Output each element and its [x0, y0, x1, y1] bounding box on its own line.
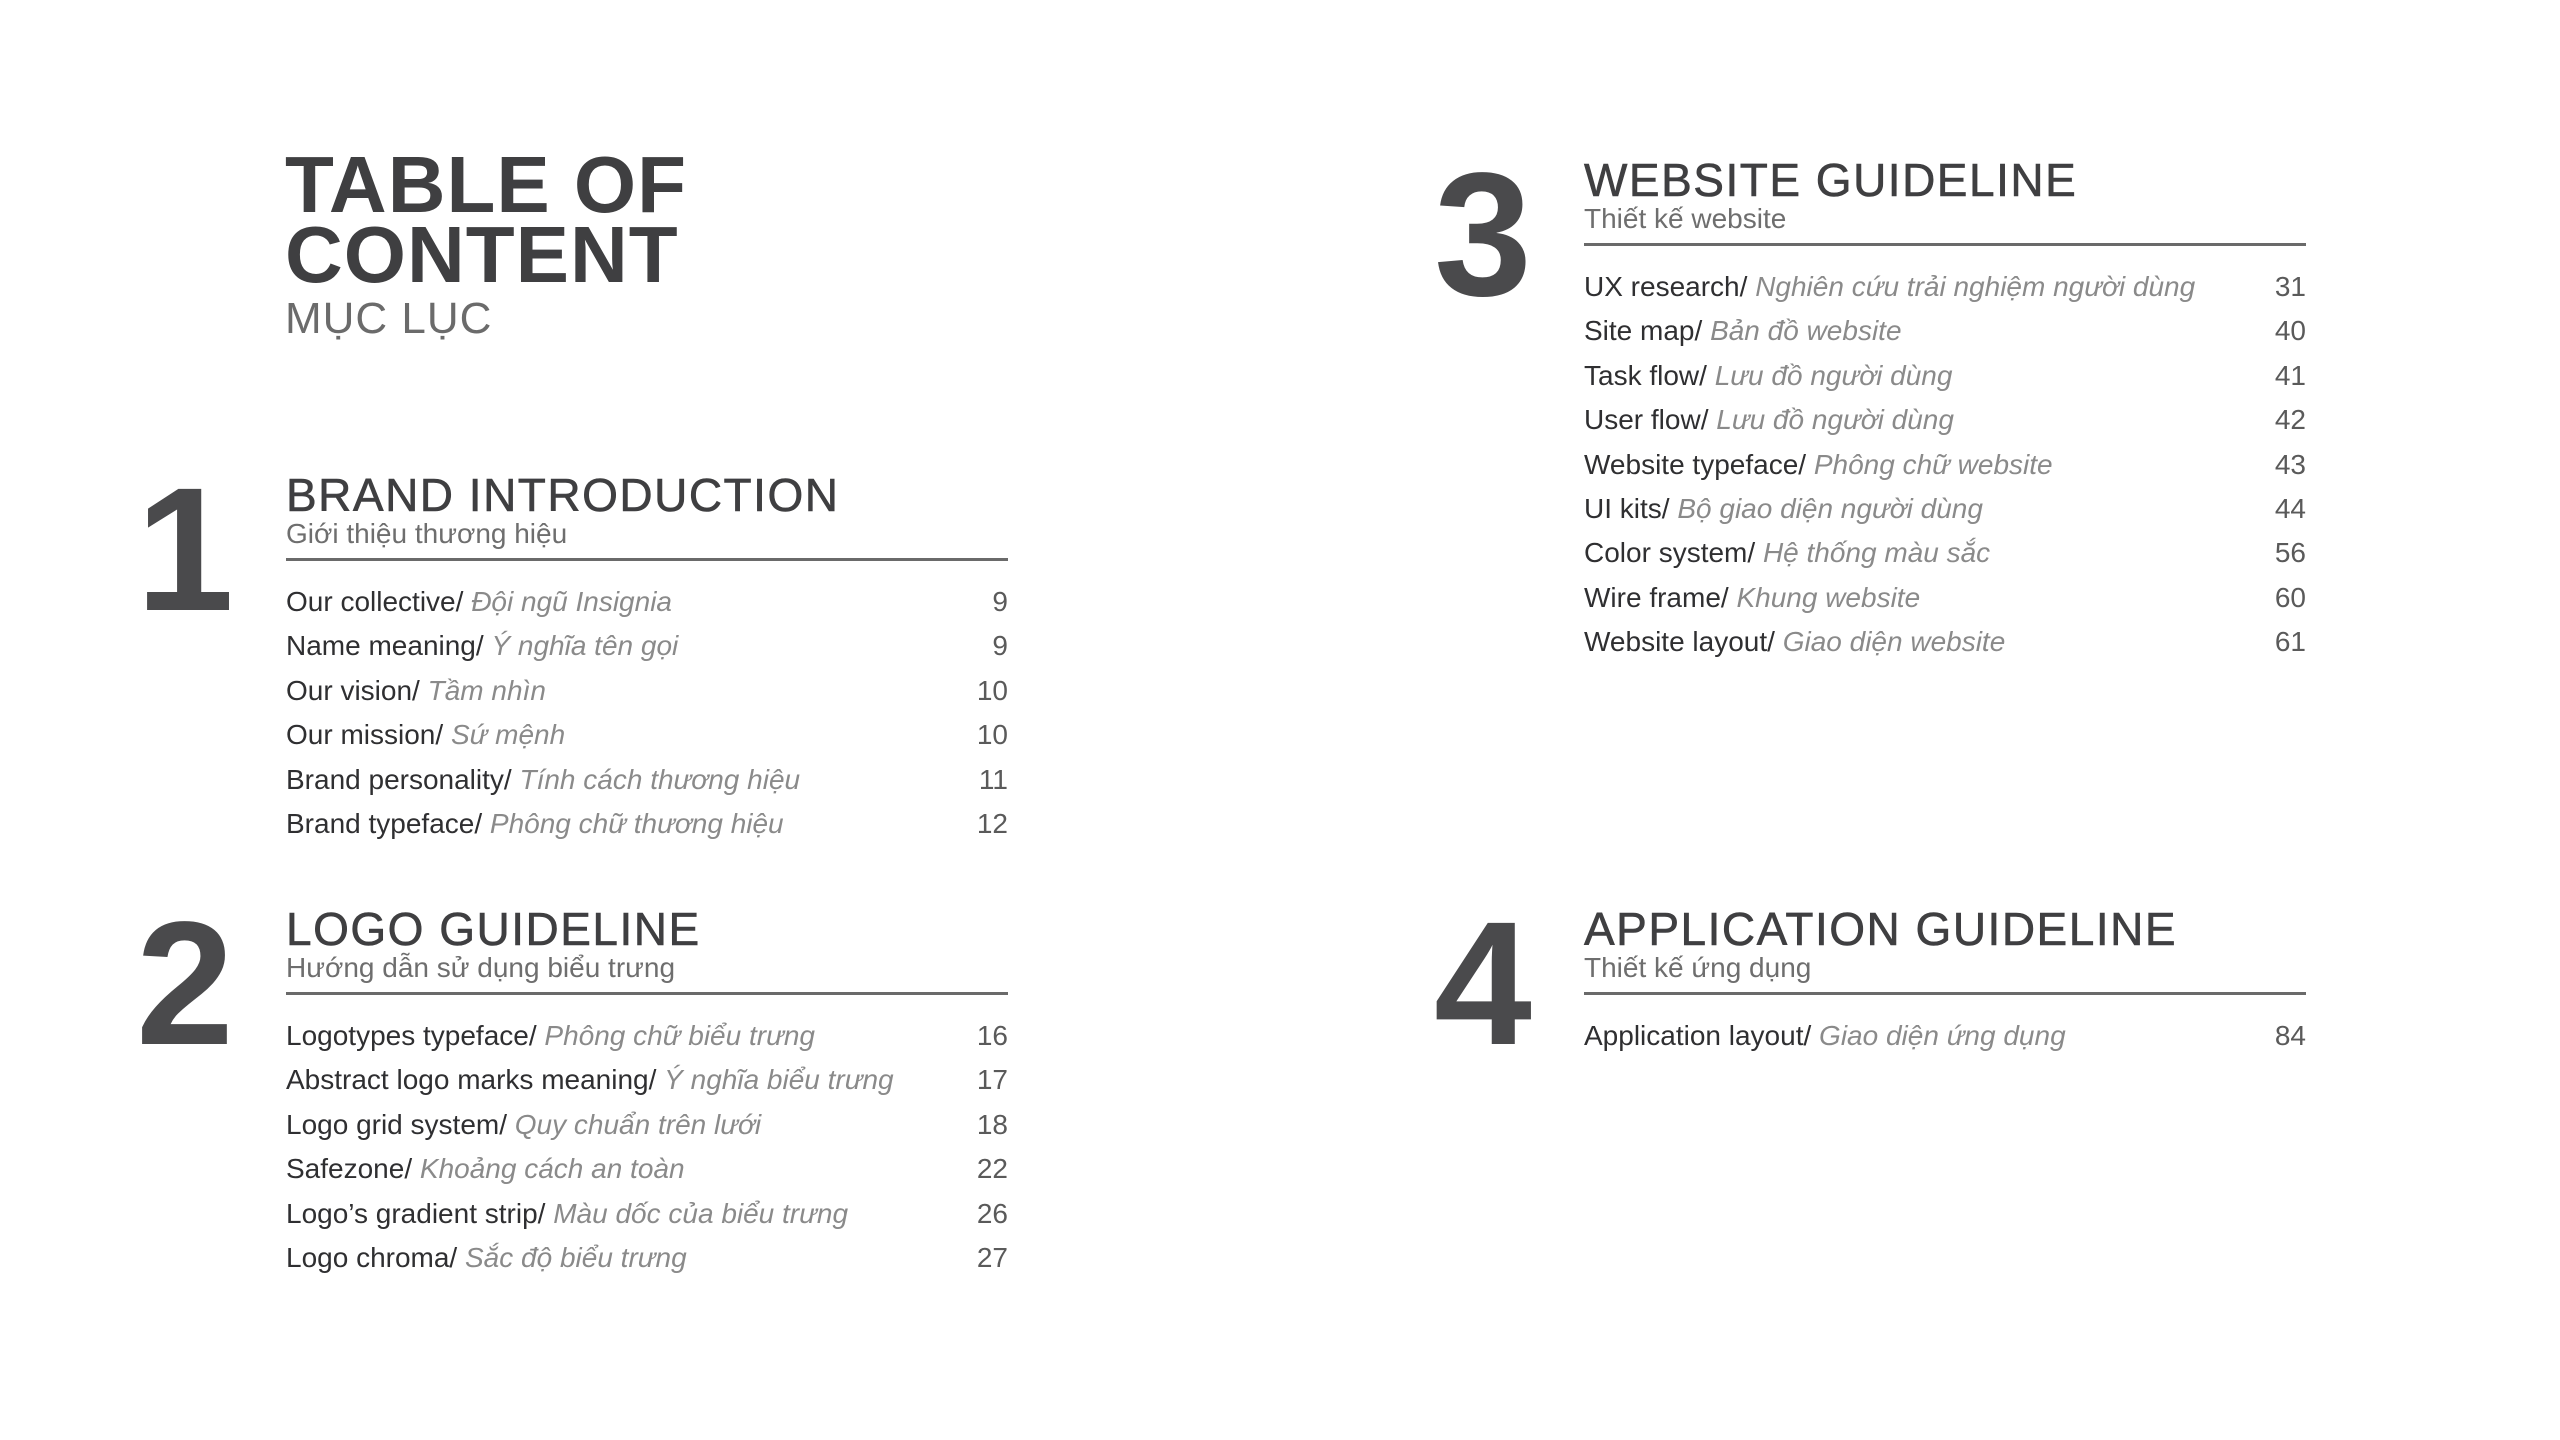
title-subtitle: MỤC LỤC [285, 294, 493, 343]
entry-vietnamese: Khung website [1736, 581, 1921, 613]
entry-vietnamese: Phông chữ thương hiệu [489, 807, 784, 839]
entry-english: Website typeface/ [1584, 448, 1807, 480]
section-title: BRAND INTRODUCTION [286, 469, 840, 521]
entry-page: 10 [976, 719, 1008, 751]
section-number: 2 [136, 886, 234, 1082]
entry-english: Brand personality/ [286, 763, 512, 795]
entry-page: 12 [976, 807, 1008, 839]
entry-english: Logotypes typeface/ [286, 1020, 537, 1051]
entry-vietnamese: Ý nghĩa tên gọi [491, 630, 679, 662]
entry-vietnamese: Phông chữ biểu trưng [544, 1020, 815, 1051]
toc-entry[interactable] [1584, 620, 2306, 664]
section-number: 1 [136, 452, 234, 648]
toc-entry[interactable] [1584, 487, 2306, 531]
toc-entry[interactable] [286, 1103, 1008, 1147]
entry-page: 16 [976, 1020, 1008, 1051]
section-number: 4 [1434, 886, 1532, 1082]
toc-entry[interactable] [286, 669, 1008, 713]
entry-vietnamese: Lưu đồ người dùng [1714, 359, 1953, 391]
entry-vietnamese: Hệ thống màu sắc [1762, 537, 1991, 569]
entry-english: Abstract logo marks meaning/ [286, 1064, 657, 1096]
entry-vietnamese: Sứ mệnh [450, 719, 566, 751]
entry-vietnamese: Bộ giao diện người dùng [1677, 492, 1983, 524]
entry-page: 18 [976, 1108, 1008, 1140]
toc-entry[interactable] [286, 802, 1008, 846]
section-number: 3 [1434, 137, 1532, 333]
document-title [285, 140, 688, 344]
toc-entry[interactable] [286, 624, 1008, 668]
entry-vietnamese: Phông chữ website [1813, 448, 2053, 480]
entry-english: Our vision/ [286, 674, 420, 706]
entry-vietnamese: Khoảng cách an toàn [419, 1153, 685, 1185]
entry-page: 42 [2274, 404, 2306, 436]
entry-english: Wire frame/ [1584, 581, 1729, 613]
entry-page: 17 [976, 1064, 1008, 1096]
entry-vietnamese: Sắc độ biểu trưng [465, 1241, 687, 1273]
entry-english: Brand typeface/ [286, 807, 483, 839]
entry-vietnamese: Giao diện website [1782, 626, 2006, 658]
section-items [286, 580, 1008, 846]
entry-page: 27 [976, 1241, 1008, 1273]
entry-vietnamese: Đội ngũ Insignia [471, 586, 672, 617]
entry-page: 84 [2274, 1020, 2306, 1051]
section-subtitle: Giới thiệu thương hiệu [286, 518, 568, 549]
entry-page: 56 [2274, 537, 2306, 569]
toc-entry[interactable] [286, 580, 1008, 624]
entry-page: 43 [2274, 448, 2306, 480]
entry-page: 61 [2274, 626, 2306, 658]
toc-entry[interactable] [1584, 354, 2306, 398]
entry-vietnamese: Màu dốc của biểu trưng [553, 1197, 849, 1229]
entry-page: 9 [992, 586, 1008, 617]
toc-entry[interactable] [286, 1014, 1008, 1058]
toc-entry[interactable] [1584, 398, 2306, 442]
title-line-1: TABLE OF [285, 140, 688, 229]
entry-vietnamese: Lưu đồ người dùng [1716, 404, 1954, 436]
entry-english: Color system/ [1584, 537, 1756, 569]
section-subtitle: Hướng dẫn sử dụng biểu trưng [286, 952, 676, 983]
toc-entry[interactable] [1584, 1014, 2306, 1058]
section-subtitle: Thiết kế ứng dụng [1584, 952, 1812, 983]
entry-english: Site map/ [1584, 315, 1703, 347]
entry-vietnamese: Tầm nhìn [427, 674, 546, 706]
entry-english: User flow/ [1584, 404, 1709, 436]
entry-english: Website layout/ [1584, 626, 1775, 658]
title-line-2: CONTENT [285, 210, 679, 299]
entry-page: 44 [2274, 492, 2306, 524]
entry-vietnamese: Quy chuẩn trên lưới [514, 1108, 762, 1140]
entry-vietnamese: Giao diện ứng dụng [1819, 1020, 2066, 1051]
entry-page: 60 [2274, 581, 2306, 613]
entry-english: UX research/ [1584, 271, 1748, 302]
entry-vietnamese: Ý nghĩa biểu trưng [664, 1064, 894, 1096]
section-items [286, 1014, 1008, 1280]
section-items [1584, 265, 2306, 665]
section-header [286, 470, 1008, 561]
section-items [1584, 1014, 2306, 1058]
toc-entry[interactable] [1584, 309, 2306, 353]
toc-entry[interactable] [286, 1236, 1008, 1280]
section-header [1584, 155, 2306, 246]
entry-vietnamese: Nghiên cứu trải nghiệm người dùng [1755, 271, 2196, 302]
section-title: APPLICATION GUIDELINE [1584, 903, 2178, 955]
entry-english: Our mission/ [286, 719, 444, 751]
entry-english: Our collective/ [286, 586, 464, 617]
entry-english: Safezone/ [286, 1153, 413, 1185]
entry-page: 26 [976, 1197, 1008, 1229]
entry-english: Application layout/ [1584, 1020, 1812, 1051]
toc-entry[interactable] [286, 1147, 1008, 1191]
entry-english: Logo’s gradient strip/ [286, 1197, 546, 1229]
section-subtitle: Thiết kế website [1584, 203, 1787, 234]
toc-entry[interactable] [286, 1058, 1008, 1102]
entry-vietnamese: Bản đồ website [1710, 315, 1902, 347]
toc-entry[interactable] [286, 713, 1008, 757]
entry-english: Logo chroma/ [286, 1241, 458, 1273]
entry-page: 41 [2274, 359, 2306, 391]
entry-english: Logo grid system/ [286, 1108, 507, 1140]
entry-page: 10 [976, 674, 1008, 706]
entry-page: 22 [976, 1153, 1008, 1185]
entry-page: 31 [2274, 271, 2306, 302]
section-title: LOGO GUIDELINE [286, 903, 701, 955]
toc-entry[interactable] [1584, 443, 2306, 487]
entry-vietnamese: Tính cách thương hiệu [519, 763, 801, 795]
toc-entry[interactable] [1584, 576, 2306, 620]
entry-page: 11 [978, 763, 1008, 795]
toc-entry[interactable] [1584, 265, 2306, 309]
entry-page: 40 [2274, 315, 2306, 347]
entry-page: 9 [992, 630, 1008, 662]
section-header [286, 904, 1008, 995]
section-header [1584, 904, 2306, 995]
entry-english: Task flow/ [1584, 359, 1707, 391]
entry-english: Name meaning/ [286, 630, 484, 662]
toc-entry[interactable] [286, 1192, 1008, 1236]
section-title: WEBSITE GUIDELINE [1584, 154, 2078, 206]
entry-english: UI kits/ [1584, 492, 1670, 524]
toc-entry[interactable] [286, 758, 1008, 802]
title-main [285, 140, 688, 299]
toc-entry[interactable] [1584, 531, 2306, 575]
